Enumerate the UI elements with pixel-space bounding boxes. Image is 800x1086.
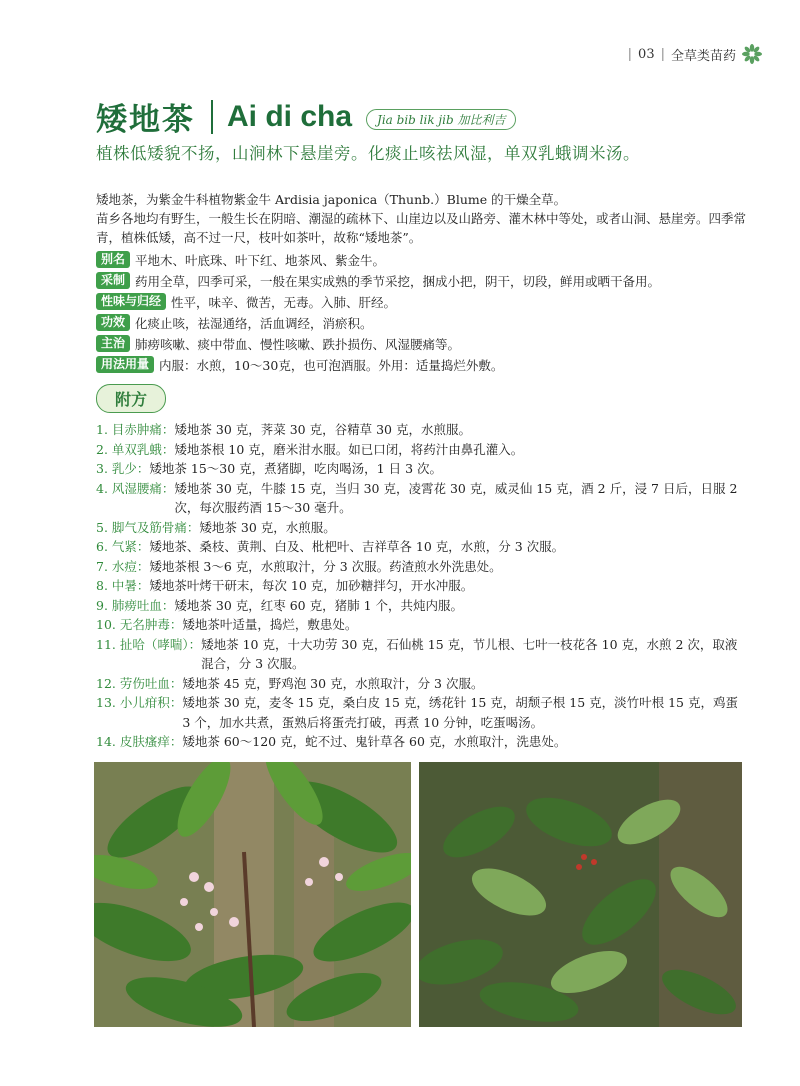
field-text: 平地木、叶底珠、叶下红、地茶风、紫金牛。: [135, 253, 386, 268]
recipe-label: 14. 皮肤瘙痒：: [96, 734, 183, 749]
list-item: [96, 518, 746, 538]
intro-paragraph: 矮地茶，为紫金牛科植物紫金牛 Ardisia japonica（Thunb.）Blume 的干燥全草。: [96, 192, 567, 207]
description: [96, 190, 746, 375]
list-item: [96, 537, 746, 557]
flower-icon: [742, 44, 762, 64]
field-tag: 功效: [96, 314, 130, 331]
recipe-label: 5. 脚气及筋骨痛：: [96, 519, 200, 535]
field-tag: 采制: [96, 272, 130, 289]
recipe-label: 1. 目赤肿痛：: [96, 422, 175, 437]
field-text: 性平，味辛、微苦，无毒。入肺、肝经。: [171, 295, 397, 310]
field-row: [96, 272, 746, 291]
field-row: [96, 251, 746, 270]
page-title: 矮地茶: [96, 102, 195, 138]
field-text: 内服：水煎，10～30克，也可泡酒服。外用：适量捣烂外敷。: [159, 358, 504, 373]
list-item: [96, 674, 746, 694]
field-tag: 别名: [96, 251, 130, 268]
recipe-label: 13. 小儿疳积：: [96, 695, 183, 710]
recipe-text: 矮地茶 30 克，水煎服。: [199, 519, 336, 535]
running-header: | 03 | 全草类苗药: [628, 44, 762, 64]
recipe-text: 矮地茶 30 克，荠菜 30 克，谷精草 30 克，水煎服。: [174, 422, 471, 437]
plant-photo-habitat: [419, 762, 742, 1027]
recipe-label: 8. 中暑：: [96, 578, 150, 593]
recipe-label: 7. 水痘：: [96, 558, 150, 574]
field-tag: 性味与归经: [96, 293, 166, 310]
recipe-label: 9. 肺痨吐血：: [96, 597, 175, 613]
list-item: [96, 440, 746, 460]
intro-paragraph: 苗乡各地均有野生，一般生长在阴暗、潮湿的疏林下、山崖边以及山路旁、灌木林中等处，或者山洞、悬崖旁。四季常青，植株低矮，高不过一尺，枝叶如茶叶，故称“矮地茶”。: [96, 211, 747, 245]
field-row: [96, 335, 746, 354]
recipe-text: 矮地茶 30 克，麦冬 15 克，桑白皮 15 克，绣花针 15 克，胡颓子根 15 克，淡竹叶根 15 克，鸡蛋 3 个，加水共煮，蛋熟后将蛋壳打破，再煮 10 分钟，吃蛋喝汤。: [182, 695, 738, 730]
field-row: [96, 314, 746, 333]
title-block: [96, 94, 516, 139]
list-item: [96, 732, 746, 752]
list-item: [96, 420, 746, 440]
title-divider: [211, 100, 213, 134]
title-pinyin: Ai di cha: [227, 99, 353, 133]
recipe-label: 4. 风湿腰痛：: [96, 480, 175, 496]
list-item: [96, 459, 746, 479]
list-item: [96, 693, 746, 732]
recipe-label: 11. 扯哈（哮喘）：: [96, 636, 202, 652]
field-row: [96, 356, 746, 375]
recipe-label: 12. 劳伤吐血：: [96, 675, 183, 691]
recipe-text: 矮地茶 10 克，十大功劳 30 克，石仙桃 15 克，节儿根、七叶一枝花各 10 克，水煎 2 次，取液混合，分 3 次服。: [201, 636, 738, 671]
plant-illustration: [94, 762, 411, 1027]
list-item: [96, 479, 746, 518]
recipe-text: 矮地茶 30 克，红枣 60 克，猪肺 1 个，共炖内服。: [174, 597, 464, 613]
recipe-label: 10. 无名肿毒：: [96, 617, 183, 632]
list-item: [96, 596, 746, 616]
recipe-label: 2. 单双乳蛾：: [96, 441, 175, 457]
recipe-text: 矮地茶根 10 克，磨米泔水服。如已口闭，将药汁由鼻孔灌入。: [174, 441, 524, 457]
recipe-list: [96, 420, 746, 752]
field-tag: 用法用量: [96, 356, 154, 373]
list-item: [96, 576, 746, 596]
list-item: [96, 615, 746, 635]
recipe-text: 矮地茶叶烤干研末，每次 10 克，加砂糖拌匀，开水冲服。: [149, 578, 474, 593]
recipe-text: 矮地茶根 3～6 克，水煎取汁，分 3 次服。药渣煎水外洗患处。: [149, 558, 502, 574]
verse-subtitle: 植株低矮貌不扬，山涧林下悬崖旁。化痰止咳祛风湿，单双乳蛾调米汤。: [96, 144, 640, 163]
recipe-text: 矮地茶 15～30 克，煮猪脚，吃肉喝汤，1 日 3 次。: [149, 461, 442, 476]
section-title: 附方: [96, 384, 166, 413]
field-text: 化痰止咳，祛湿通络，活血调经，消瘀积。: [135, 316, 373, 331]
recipe-text: 矮地茶叶适量，捣烂，敷患处。: [182, 617, 358, 632]
plant-illustration: [419, 762, 742, 1027]
section-header: [96, 384, 746, 412]
plant-photo-flowering: [94, 762, 411, 1027]
field-text: 肺痨咳嗽、痰中带血、慢性咳嗽、跌扑损伤、风湿腰痛等。: [135, 337, 461, 352]
section-name: 全草类苗药: [670, 48, 736, 64]
recipe-text: 矮地茶 60～120 克，蛇不过、鬼针草各 60 克，水煎取汁，洗患处。: [182, 734, 567, 749]
field-text: 药用全草，四季可采，一般在果实成熟的季节采挖，捆成小把，阴干，切段，鲜用或晒干备用。: [135, 274, 661, 289]
miao-name-badge: Jia bib lik jib 加比利吉: [366, 109, 516, 130]
recipe-text: 矮地茶 45 克，野鸡泡 30 克，水煎取汁，分 3 次服。: [182, 675, 484, 691]
section-rule: [96, 398, 746, 400]
recipe-text: 矮地茶 30 克，牛膝 15 克，当归 30 克，凌霄花 30 克，威灵仙 15 克，酒 2 斤，浸 7 日后，日服 2 次，每次服药酒 15～30 毫升。: [174, 480, 738, 515]
field-row: [96, 293, 746, 312]
list-item: [96, 635, 746, 674]
recipe-text: 矮地茶、桑枝、黄荆、白及、枇杷叶、吉祥草各 10 克，水煎，分 3 次服。: [149, 539, 565, 554]
list-item: [96, 557, 746, 577]
page-number: 03: [638, 46, 655, 62]
recipe-label: 6. 气紧：: [96, 539, 150, 554]
recipe-label: 3. 乳少：: [96, 461, 150, 476]
field-tag: 主治: [96, 335, 130, 352]
